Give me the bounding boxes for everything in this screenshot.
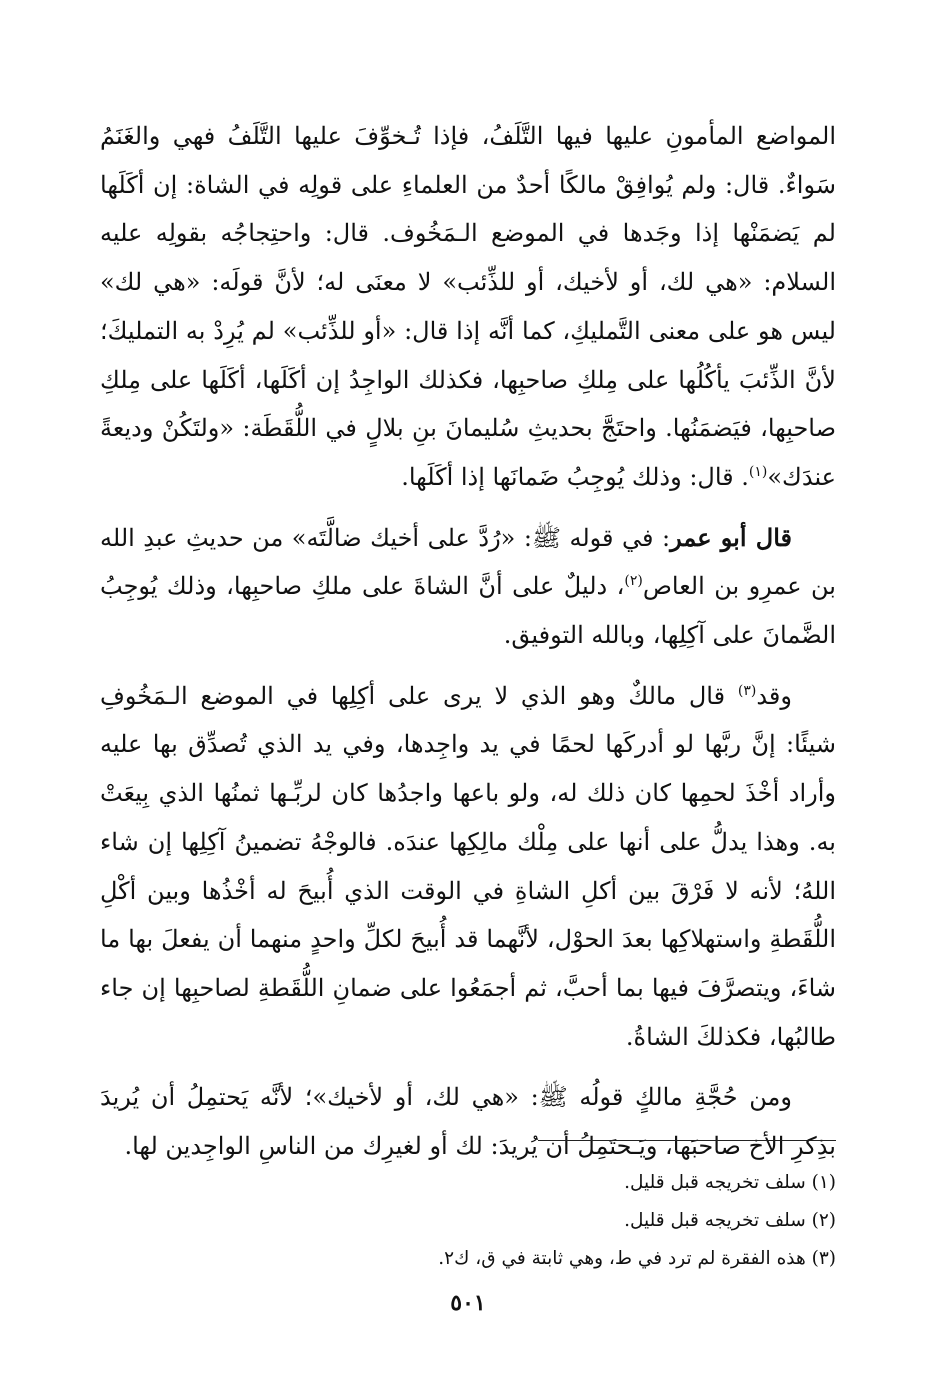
text-segment: : في قوله ﷺ: «رُدَّ على أخيك ضالَّتَه» من حديثِ عبدِ الله بن عمرِو بن العاص bbox=[100, 523, 836, 601]
paragraph-4 bbox=[100, 1073, 836, 1170]
paragraph-2 bbox=[100, 514, 836, 660]
text-segment: ، دليلٌ على أنَّ الشاةَ على ملكِ صاحبِها، وذلك يُوجِبُ الضَّمانَ على آكِلِها، وبالله التوفيق. bbox=[100, 572, 836, 650]
footnote-1: (١) سلف تخريجه قبل قليل. bbox=[624, 1172, 836, 1193]
main-text bbox=[100, 112, 836, 1183]
footnote-reference: (١) bbox=[748, 463, 768, 480]
paragraph-1 bbox=[100, 112, 836, 502]
footnote-reference: (٣) bbox=[737, 682, 757, 699]
footnote-separator bbox=[538, 1140, 836, 1141]
paragraph-lead: قال أبو عمر bbox=[670, 522, 792, 552]
footnotes bbox=[400, 1164, 836, 1278]
text-segment: قال مالكٌ وهو الذي لا يرى على أكِلِها في الموضع الـمَخُوفِ شيئًا: إنَّ ربَّها لو أدركَها لحمًا في يد واجِدها، وفي يد الذي تُصدِّق بها عليه وأراد أخْذَ لحمِها كان ذلك له، ولو باعها واجدُها كان لربِّـها ثمنُها الذي بِيعَتْ به. وهذا يدلُّ على أنها على مِلْك مالِكِها عندَه. فالوجْهُ تضمينُ آكِلِها إن شاء اللهُ؛ لأنه لا فَرْقَ بين أكلِ الشاةِ في الوقت الذي أُبيحَ له أخْذُها وبين أكْلِ اللُّقَطةِ واستهلاكِها بعدَ الحوْل، لأنَّهما قد أُبيحَ لكلِّ واحدٍ منهما أن يفعلَ بها ما شاءَ، ويتصرَّفَ فيها بما أحبَّ، ثم أجمَعُوا على ضمانِ اللُّقَطةِ لصاحبِها إن جاء طالبُها، فكذلكَ الشاةُ. bbox=[100, 681, 836, 1051]
footnote-2: (٢) سلف تخريجه قبل قليل. bbox=[624, 1210, 836, 1231]
text-segment: . قال: وذلك يُوجِبُ ضَمانَها إذا أكَلَها. bbox=[401, 462, 749, 491]
text-segment: وقد bbox=[756, 681, 792, 710]
footnote-3: (٣) هذه الفقرة لم ترد في ط، وهي ثابتة في ق، ك٢. bbox=[438, 1248, 836, 1269]
paragraph-3 bbox=[100, 672, 836, 1062]
text-segment: ومن حُجَّةِ مالكٍ قولُه ﷺ: «هي لك، أو لأخيك»؛ لأنَّه يَحتمِلُ أن يُريدَ بذِكرِ الأخ صاحبَها، ويَـحتَمِلُ أن يُريدَ: لك أو لغيرِك من الناسِ الواجِدين لها. bbox=[100, 1083, 836, 1161]
footnote-reference: (٢) bbox=[624, 573, 643, 590]
page-number: ٥٠١ bbox=[450, 1290, 486, 1316]
text-segment: المواضع المأمونِ عليها فيها التَّلَفُ، فإذا تُـخوِّفَ عليها التَّلَفُ فهي والغَنَمُ سَواءٌ. قال: ولم يُوافِقْ مالكًا أحدٌ من العلماءِ على قولِه في الشاة: إن أكَلَها لم يَضمَنْها إذا وجَدها في الموضع الـمَخُوف. قال: واحتِجاجُه بقولِه عليه السلام: «هي لك، أو لأخيك، أو للذِّئب» لا معنَى له؛ لأنَّ قولَه: «هي لك» ليس هو على معنى التَّمليكِ، كما أنَّه إذا قال: «أو للذِّئب» لم يُرِدْ به التمليكَ؛ لأنَّ الذِّئبَ يأكُلُها على مِلكِ صاحبِها، فكذلك الواجِدُ إن أكَلَها، أكَلَها على مِلكِ صاحبِها، فيَضمَنُها. واحتَجَّ بحديثِ سُليمانَ بنِ بلالٍ في اللُّقَطَة: «ولتَكُنْ وديعةً عندَك» bbox=[100, 122, 836, 491]
